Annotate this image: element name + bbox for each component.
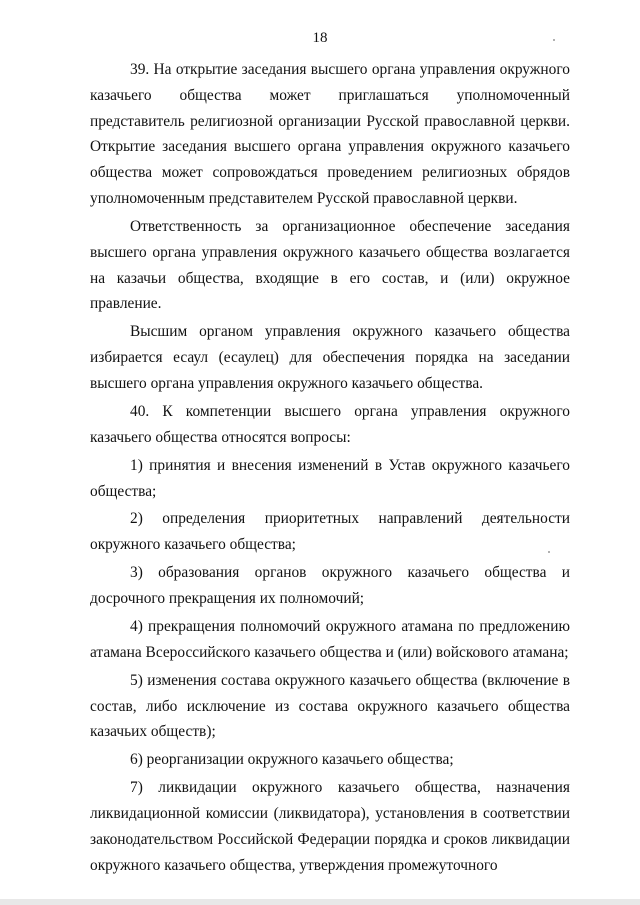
scan-speck <box>553 39 555 41</box>
list-item-6: 6) реорганизации окружного казачьего общества; <box>130 751 454 769</box>
list-item-5: 5) изменения состава окружного казачьего общества (включение в состав, либо исключение из состава окружного казачьего общества казачьих обществ); <box>90 671 570 741</box>
paragraph-esaul: Высшим органом управления окружного казачьего общества избирается есаул (есаулец) для обеспечения порядка на заседании высшего органа управления окружного казачьего общества. <box>90 323 570 392</box>
list-item-2: 2) определения приоритетных направлений деятельности окружного казачьего общества; <box>90 510 570 554</box>
paragraph-40: 40. К компетенции высшего органа управления окружного казачьего общества относятся вопросы: <box>90 402 570 446</box>
list-item-7: 7) ликвидации окружного казачьего общества, назначения ликвидационной комиссии (ликвидатора), установления в соответствии законодательством Российской Федерации порядка и сроков ликвидации окружного казачьего общества, утверждения промежуточного <box>90 779 570 874</box>
page-number: 18 <box>312 30 328 46</box>
list-item-3: 3) образования органов окружного казачьего общества и досрочного прекращения их полномочий; <box>90 564 570 608</box>
document-body <box>90 57 570 881</box>
scan-edge <box>0 899 640 905</box>
scan-speck <box>548 551 550 553</box>
list-item-4: 4) прекращения полномочий окружного атамана по предложению атамана Всероссийского казачьего общества и (или) войскового атамана; <box>90 618 570 661</box>
paragraph-39: 39. На открытие заседания высшего органа управления окружного казачьего общества может приглашаться уполномоченный представитель религиозной организации Русской православной церкви. Открытие заседания высшего органа управления окружного казачьего общества может сопровождаться проведением религиозных обрядов уполномоченным представителем Русской православной церкви. <box>90 61 570 207</box>
list-item-1: 1) принятия и внесения изменений в Устав окружного казачьего общества; <box>90 456 570 500</box>
paragraph-responsibility: Ответственность за организационное обеспечение заседания высшего органа управления окружного казачьего общества возлагается на казачьи общества, входящие в его состав, и (или) окружное правление. <box>90 217 570 313</box>
